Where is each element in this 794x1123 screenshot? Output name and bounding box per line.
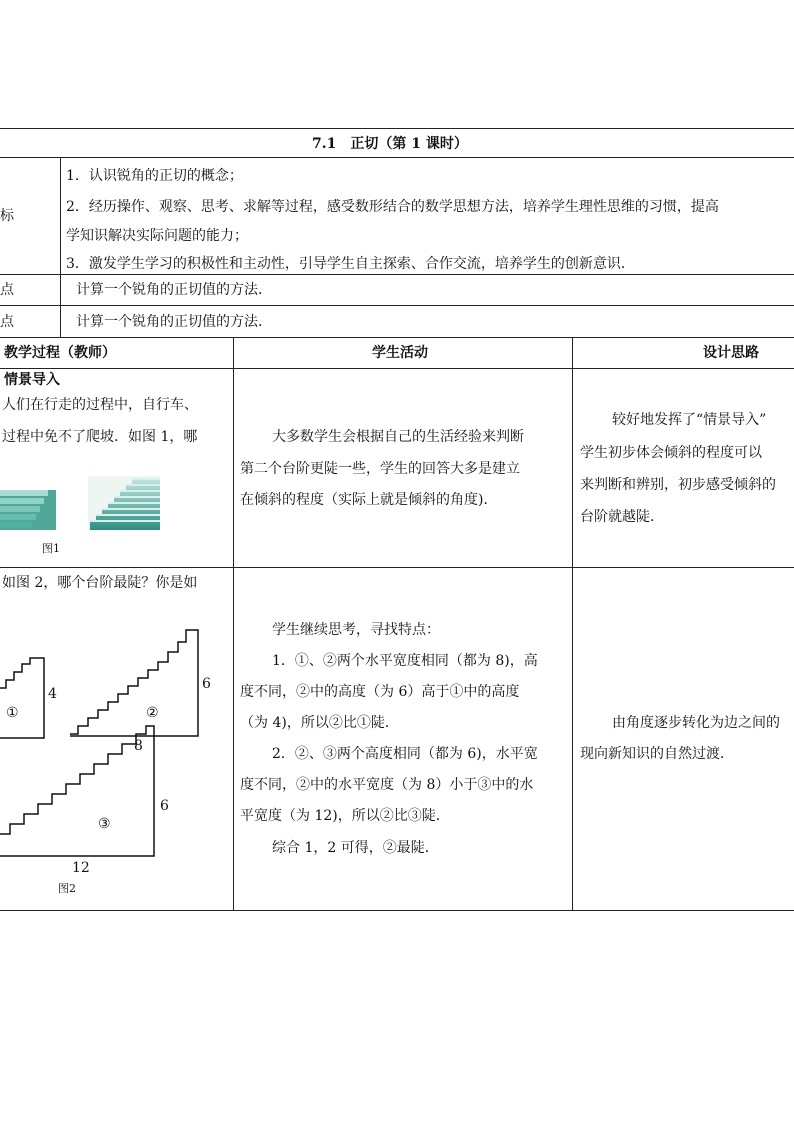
figure2-dim-6-upper: 6 <box>202 676 211 692</box>
section2-student-line-7: 平宽度（为 12)，所以②比③陡． <box>240 808 450 824</box>
design-column-divider <box>572 337 573 910</box>
figure1-caption: 图1 <box>42 542 60 555</box>
section2-student-line-1: 学生继续思考，寻找特点： <box>272 622 440 638</box>
figure1-staircases <box>0 470 180 532</box>
section2-student-line-3: 度不同，②中的高度（为 6）高于①中的高度 <box>240 684 520 700</box>
section1-student-line-3: 在倾斜的程度（实际上就是倾斜的角度)． <box>240 492 498 508</box>
figure2-dim-12: 12 <box>72 860 90 876</box>
header-design: 设计思路 <box>703 345 759 361</box>
header-student: 学生活动 <box>372 345 428 361</box>
figure2-dim-4: 4 <box>48 686 57 702</box>
figure2-staircases <box>0 622 230 862</box>
key-point-text: 计算一个锐角的正切值的方法． <box>76 282 272 298</box>
figure2-label-1: ① <box>6 705 19 721</box>
section1-design-line-4: 台阶就越陡． <box>580 509 664 525</box>
section1-student-line-1: 大多数学生会根据自己的生活经验来判断 <box>272 429 524 445</box>
difficult-point-text: 计算一个锐角的正切值的方法． <box>76 314 272 330</box>
table-bottom-border <box>0 910 794 911</box>
objectives-label: 标 <box>0 208 14 224</box>
section1-design-line-1: 较好地发挥了“情景导入” <box>612 412 767 428</box>
section1-teacher-line-1: 人们在行走的过程中，自行车、 <box>2 397 198 413</box>
difficult-row-bottom <box>0 337 794 338</box>
page-title: 7.1 正切（第 1 课时） <box>312 136 468 152</box>
section2-teacher-line: 如图 2，哪个台阶最陡？你是如 <box>2 575 198 591</box>
label-column-divider <box>60 157 61 337</box>
objective-item-1: 1．认识锐角的正切的概念； <box>66 168 243 184</box>
section2-student-line-2: 1．①、②两个水平宽度相同（都为 8)，高 <box>272 653 538 669</box>
section2-design-line-2: 现向新知识的自然过渡． <box>580 746 734 762</box>
objective-item-3: 3．激发学生学习的积极性和主动性，引导学生自主探索、合作交流，培养学生的创新意识． <box>66 256 635 272</box>
figure2-label-2: ② <box>146 705 159 721</box>
section1-teacher-line-2: 过程中免不了爬坡．如图 1，哪 <box>2 429 198 445</box>
figure2-dim-6-lower: 6 <box>160 798 169 814</box>
section1-design-line-3: 来判断和辨别，初步感受倾斜的 <box>580 477 776 493</box>
keypoint-row-bottom <box>0 305 794 306</box>
section1-design-line-2: 学生初步体会倾斜的程度可以 <box>580 445 762 461</box>
student-column-divider <box>233 337 234 910</box>
section2-student-line-6: 度不同，②中的水平宽度（为 8）小于③中的水 <box>240 777 534 793</box>
section1-row-bottom <box>0 567 794 568</box>
section2-student-line-4: （为 4)，所以②比①陡． <box>240 715 399 731</box>
section2-student-line-8: 综合 1，2 可得，②最陡． <box>272 840 439 856</box>
section2-design-line-1: 由角度逐步转化为边之间的 <box>612 715 780 731</box>
objectives-row-bottom <box>0 274 794 275</box>
key-point-label: 点 <box>0 282 14 298</box>
header-row-bottom <box>0 368 794 369</box>
title-row-bottom <box>0 157 794 158</box>
figure2-caption: 图2 <box>58 882 76 895</box>
table-top-border <box>0 128 794 129</box>
section1-student-line-2: 第二个台阶更陡一些，学生的回答大多是建立 <box>240 461 520 477</box>
section1-heading: 情景导入 <box>4 372 60 388</box>
figure2-label-3: ③ <box>98 816 111 832</box>
difficult-point-label: 点 <box>0 314 14 330</box>
objective-item-2: 2．经历操作、观察、思考、求解等过程，感受数形结合的数学思想方法，培养学生理性思维的习惯，提高 <box>66 199 719 215</box>
header-teacher: 教学过程（教师） <box>4 345 116 361</box>
figure2-dim-8: 8 <box>134 738 143 754</box>
section2-student-line-5: 2．②、③两个高度相同（都为 6)，水平宽 <box>272 746 538 762</box>
objective-item-2-cont: 学知识解决实际问题的能力； <box>66 228 248 244</box>
